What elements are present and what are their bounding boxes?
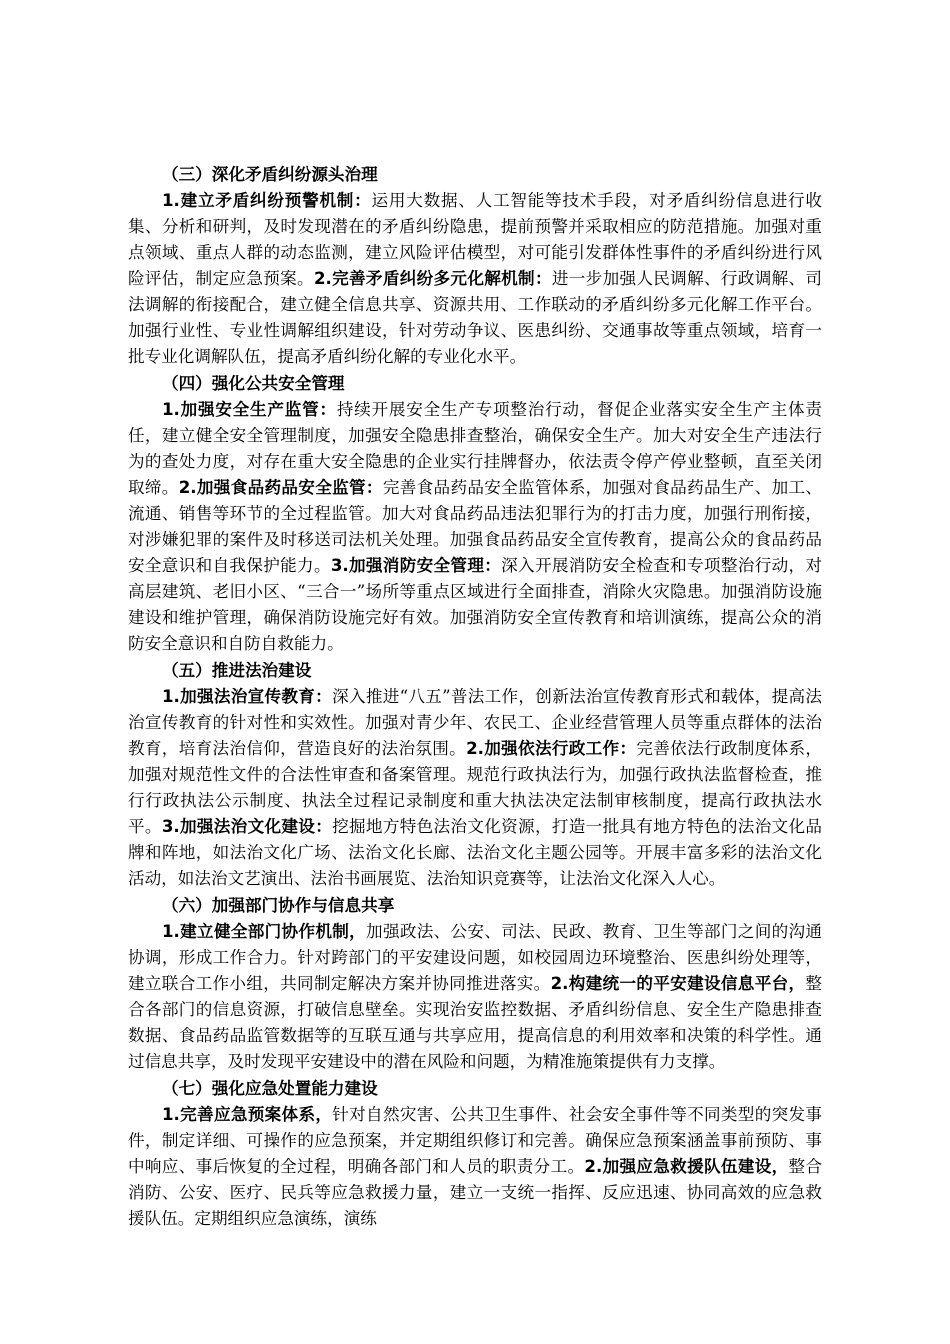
- item-label: 2.加强食品药品安全监管：: [178, 478, 383, 497]
- section-paragraph: [128, 919, 822, 1075]
- section-paragraph: [128, 1102, 822, 1232]
- item-label: 1.加强安全生产监管：: [162, 400, 337, 419]
- item-text: 针对自然灾害、公共卫生事件、社会安全事件等不同类型的突发事件，制定详细、可操作的应急预案，并定期组织修订和完善。确保应急预案涵盖事前预防、事中响应、事后恢复的全过程，明确各部门和人员的职责分工。: [128, 1105, 822, 1176]
- section-paragraph: [128, 684, 822, 892]
- section-heading: （四）强化公共安全管理: [162, 374, 345, 393]
- section-paragraph: [128, 397, 822, 657]
- item-text: 整合各部门的信息资源，打破信息壁垒。实现治安监控数据、矛盾纠纷信息、安全生产隐患排查数据、食品药品监管数据等的互联互通与共享应用，提高信息的利用效率和决策的科学性。通过信息共享，及时发现平安建设中的潜在风险和问题，为精准施策提供有力支撑。: [128, 974, 822, 1071]
- section-heading: （五）推进法治建设: [162, 661, 312, 680]
- item-label: 2.完善矛盾纠纷多元化解机制：: [313, 269, 552, 288]
- item-text: 深入推进“八五”普法工作，创新法治宣传教育形式和载体，提高法治宣传教育的针对性和实效性。加强对青少年、农民工、企业经营管理人员等重点群体的法治教育，培育法治信仰，营造良好的法治氛围。: [128, 687, 822, 758]
- item-label: 3.加强消防安全管理：: [330, 556, 502, 575]
- item-label: 3.加强法治文化建设：: [161, 817, 333, 836]
- item-label: 2.构建统一的平安建设信息平台，: [550, 974, 806, 993]
- item-label: 2.加强依法行政工作：: [466, 739, 637, 758]
- item-label: 1.建立健全部门协作机制，: [162, 922, 367, 941]
- item-label: 1.加强法治宣传教育：: [162, 687, 333, 706]
- item-text: 加强政法、公安、司法、民政、教育、卫生等部门之间的沟通协调，形成工作合力。针对跨部门的平安建设问题，如校园周边环境整治、医患纠纷处理等，建立联合工作小组，共同制定解决方案并协同推进落实。: [128, 922, 822, 993]
- item-text: 整合消防、公安、医疗、民兵等应急救援力量，建立一支统一指挥、反应迅速、协同高效的应急救援队伍。定期组织应急演练，演练: [128, 1157, 823, 1228]
- item-text: 深入开展消防安全检查和专项整治行动，对高层建筑、老旧小区、“三合一”场所等重点区域进行全面排查，消除火灾隐患。加强消防设施建设和维护管理，确保消防设施完好有效。加强消防安全宣传教育和培训演练，提高公众的消防安全意识和自防自救能力。: [128, 556, 822, 653]
- item-text: 运用大数据、人工智能等技术手段，对矛盾纠纷信息进行收集、分析和研判，及时发现潜在的矛盾纠纷隐患，提前预警并采取相应的防范措施。加强对重点领域、重点人群的动态监测，建立风险评估模型，对可能引发群体性事件的矛盾纠纷进行风险评估，制定应急预案。: [128, 191, 823, 288]
- section-heading: （七）强化应急处置能力建设: [162, 1079, 378, 1098]
- item-text: 持续开展安全生产专项整治行动，督促企业落实安全生产主体责任，建立健全安全管理制度，加强安全隐患排查整治，确保安全生产。加大对安全生产违法行为的查处力度，对存在重大安全隐患的企业实行挂牌督办，依法责令停产停业整顿，直至关闭取缔。: [128, 400, 822, 497]
- document-body: [128, 161, 822, 1232]
- item-label: 1.完善应急预案体系，: [162, 1105, 333, 1124]
- item-label: 2.加强应急救援队伍建设，: [584, 1157, 789, 1176]
- section-heading: （六）加强部门协作与信息共享: [162, 896, 395, 915]
- item-label: 1.建立矛盾纠纷预警机制：: [162, 191, 372, 210]
- section-paragraph: [128, 188, 822, 370]
- item-text: 完善依法行政制度体系，加强对规范性文件的合法性审查和备案管理。规范行政执法行为，加强行政执法监督检查，推行行政执法公示制度、执法全过程记录制度和重大执法决定法制审核制度，提高行政执法水平。: [128, 739, 823, 836]
- item-text: 挖掘地方特色法治文化资源，打造一批具有地方特色的法治文化品牌和阵地，如法治文化广场、法治文化长廊、法治文化主题公园等。开展丰富多彩的法治文化活动，如法治文艺演出、法治书画展览、法治知识竞赛等，让法治文化深入人心。: [128, 817, 822, 888]
- section-heading: （三）深化矛盾纠纷源头治理: [162, 165, 378, 184]
- item-text: 进一步加强人民调解、行政调解、司法调解的衔接配合，建立健全信息共享、资源共用、工作联动的矛盾纠纷多元化解工作平台。加强行业性、专业性调解组织建设，针对劳动争议、医患纠纷、交通事故等重点领域，培育一批专业化调解队伍，提高矛盾纠纷化解的专业化水平。: [128, 269, 823, 366]
- item-text: 完善食品药品安全监管体系，加强对食品药品生产、加工、流通、销售等环节的全过程监管。加大对食品药品违法犯罪行为的打击力度，加强行刑衔接，对涉嫌犯罪的案件及时移送司法机关处理。加强食品药品安全宣传教育，提高公众的食品药品安全意识和自我保护能力。: [128, 478, 823, 575]
